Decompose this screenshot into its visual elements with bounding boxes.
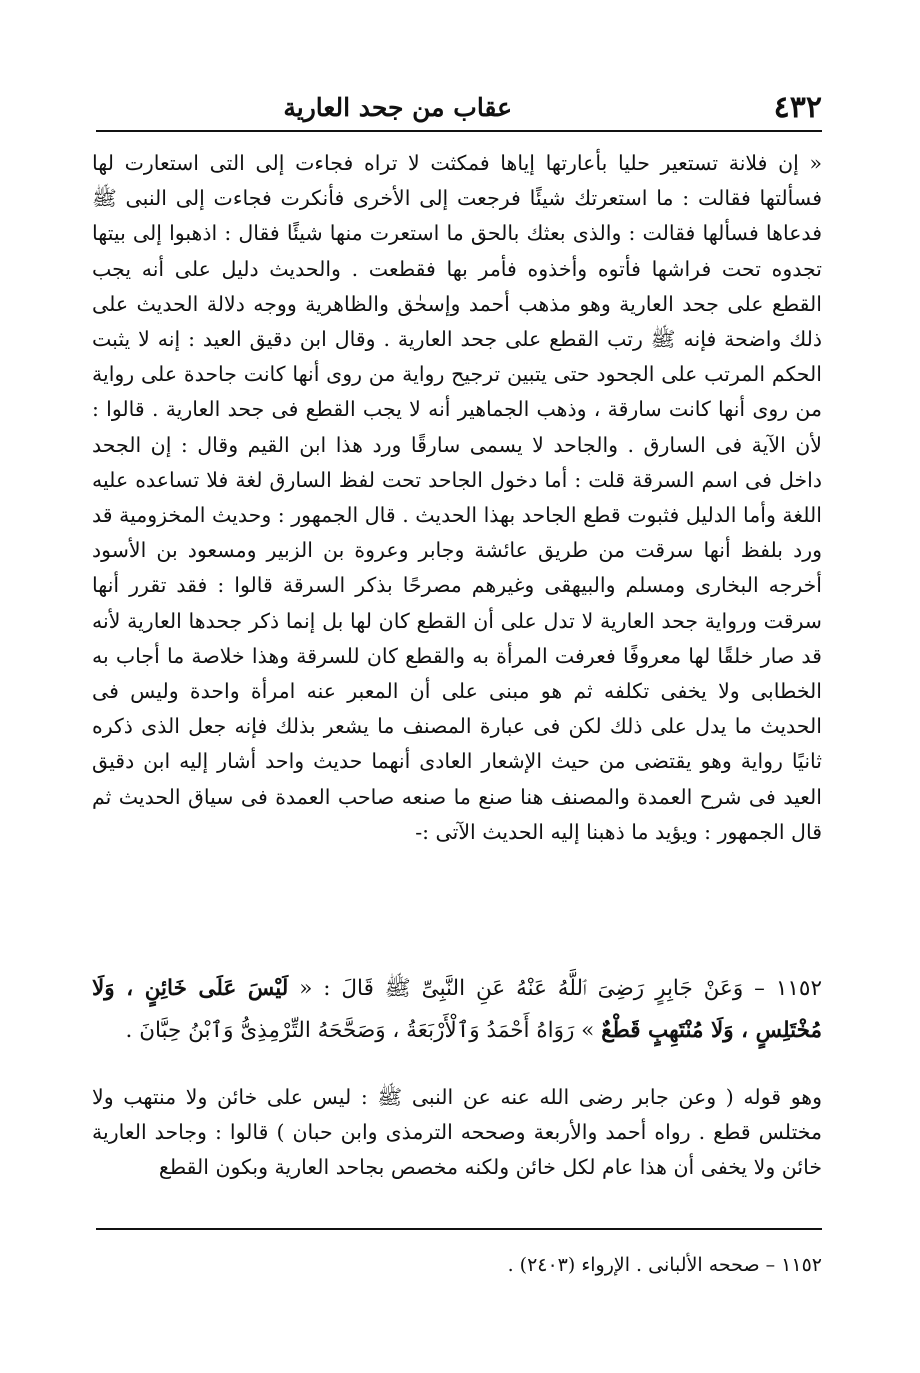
footnote: ١١٥٢ – صححه الألبانى . الإرواء (٢٤٠٣) . [507, 1254, 822, 1276]
main-text [92, 146, 822, 850]
hadith-paragraph [92, 968, 822, 1052]
hadith-block [92, 968, 822, 1052]
main-paragraph: « إن فلانة تستعير حليا بأعارتها إياها فمكثت لا تراه فجاءت إلى التى استعارت لها فسألتها فقالت : ما استعرتك شيئًا فرجعت إلى الأخرى فأنكرت فجاءت إلى النبى ﷺ فدعاها فسألها فقالت : والذى بعثك بالحق ما استعرت منها شيئًا فقال : اذهبوا إلى بيتها تجدوه تحت فراشها فأتوه وأخذوه فأمر بها فقطعت . والحديث دليل على أنه يجب القطع على جحد العارية وهو مذهب أحمد وإسحٰق والظاهرية ووجه دلالة الحديث على ذلك واضحة فإنه ﷺ رتب القطع على جحد العارية . وقال ابن دقيق العيد : إنه لا يثبت الحكم المرتب على الجحود حتى يتبين ترجيح رواية من روى أنها كانت جاحدة على رواية من روى أنها كانت سارقة ، وذهب الجماهير أنه لا يجب القطع فى جحد العارية . قالوا : لأن الآية فى السارق . والجاحد لا يسمى سارقًا ورد هذا ابن القيم وقال : إن الجحد داخل فى اسم السرقة قلت : أما دخول الجاحد تحت لفظ السارق لغة فلا تساعده عليه اللغة وأما الدليل فثبوت قطع الجاحد بهذا الحديث . قال الجمهور : وحديث المخزومية قد ورد بلفظ أنها سرقت من طريق عائشة وجابر وعروة بن الزبير ومسعود بن الأسود أخرجه البخارى ومسلم والبيهقى وغيرهم مصرحًا بذكر السرقة قالوا : فقد تقرر أنها سرقت ورواية جحد العارية لا تدل على أن القطع كان لها بل إنما ذكر جحدها العارية لأنه قد صار خلقًا لها معروفًا فعرفت المرأة به والقطع كان للسرقة وهذا خلاصة ما أجاب به الخطابى ولا يخفى تكلفه ثم هو مبنى على أن المعبر عنه امرأة واحدة وليس فى الحديث ما يدل على ذلك لكن فى عبارة المصنف ما يشعر بذلك فإنه جعل الذى ذكره ثانيًا رواية وهو يقتضى من حيث الإشعار العادى أنهما حديث واحد أشار إليه ابن دقيق العيد فى شرح العمدة والمصنف هنا صنع ما صنعه صاحب العمدة فى سياق الحديث ثم قال الجمهور : ويؤيد ما ذهبنا إليه الحديث الآتى :- [92, 151, 822, 844]
commentary-paragraph: وهو قوله ( وعن جابر رضى الله عنه عن النبى ﷺ : ليس على خائن ولا منتهب ولا مختلس قطع . رواه أحمد والأربعة وصححه الترمذى وابن حبان ) قالوا : وجاحد العارية خائن ولا يخفى أن هذا عام لكل خائن ولكنه مخصص بجاحد العارية وبكون القطع [92, 1085, 822, 1179]
hadith-number-and-chain: ١١٥٢ – وَعَنْ جَابِرٍ رَضِىَ ٱللَّهُ عَنْهُ عَنِ النَّبِىِّ ﷺ قَالَ : « [299, 976, 823, 1001]
hadith-text: لَيْسَ عَلَى خَائِنٍ ، وَلَا مُخْتَلِسٍ ، وَلَا مُنْتَهِبٍ قَطْعٌ [92, 976, 822, 1043]
running-title: عقاب من جحد العارية [283, 93, 512, 122]
footnote-divider [96, 1228, 822, 1230]
commentary-text [92, 1080, 822, 1185]
page-number: ٤٣٢ [773, 90, 822, 125]
hadith-attribution: » رَوَاهُ أَحْمَدُ وَٱلْأَرْبَعَةُ ، وَصَحَّحَهُ التِّرْمِذِىُّ وَٱبْنُ حِبَّانَ . [125, 1018, 595, 1043]
header-divider [96, 130, 822, 132]
page-header [96, 88, 822, 132]
